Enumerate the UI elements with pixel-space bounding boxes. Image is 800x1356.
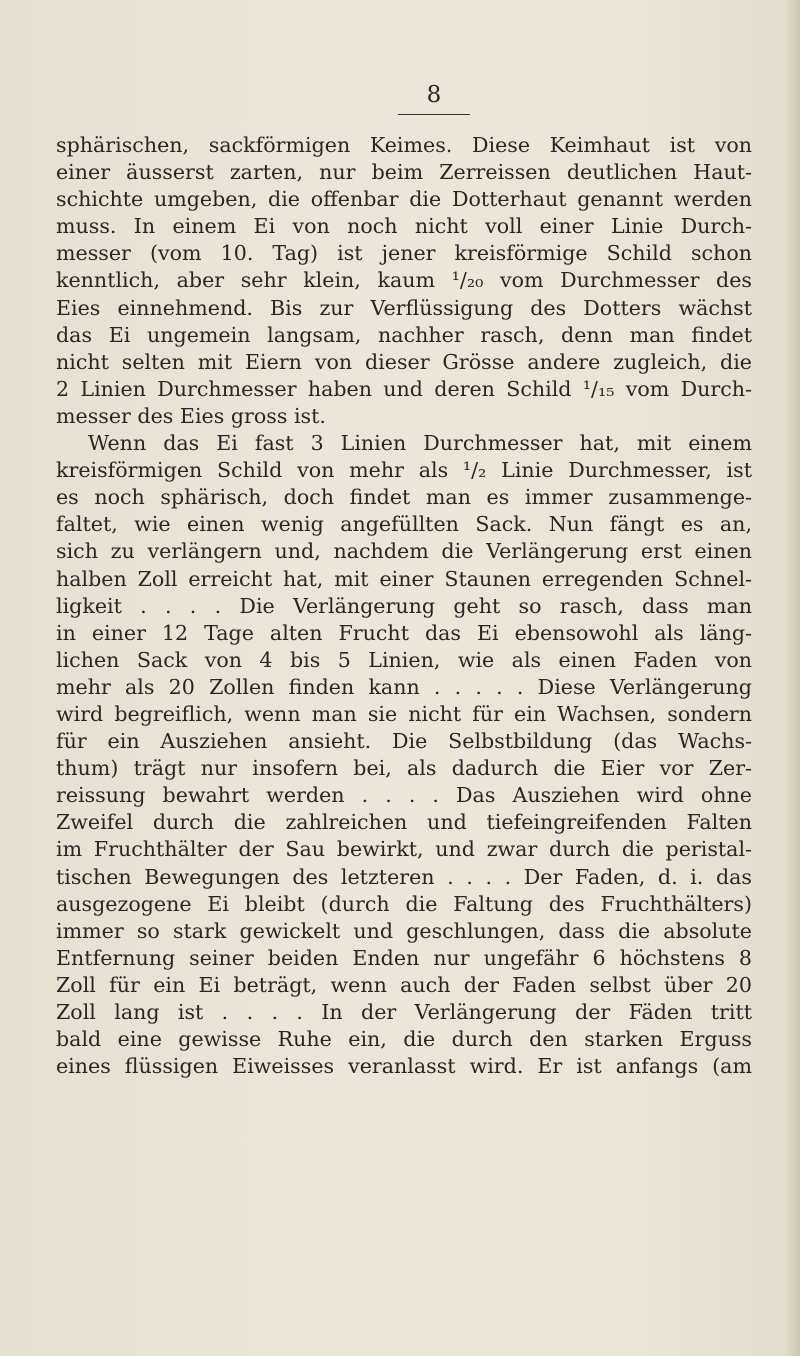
text-line: Zoll lang ist . . . . In der Verlängerung der Fäden tritt [56,1000,752,1024]
text-line: bald eine gewisse Ruhe ein, die durch den starken Erguss [56,1027,752,1052]
page-edge-shadow [786,0,800,1356]
text-line: nicht selten mit Eiern von dieser Grösse andere zugleich, die [56,349,752,374]
text-line: thum) trägt nur insofern bei, als dadurch die Eier vor Zer- [56,756,752,781]
text-line: 2 Linien Durchmesser haben und deren Schild ¹/₁₅ vom Durch- [56,376,752,401]
text-line: lichen Sack von 4 bis 5 Linien, wie als einen Faden von [56,647,752,672]
text-line: reissung bewahrt werden . . . . Das Ausziehen wird ohne [56,783,752,808]
text-line: mehr als 20 Zollen finden kann . . . . . Diese Verlängerung [56,674,752,699]
page-number: 8 [426,82,442,108]
text-line: in einer 12 Tage alten Frucht das Ei ebensowohl als läng- [56,620,752,645]
text-line: schichte umgeben, die offenbar die Dotterhaut genannt werden [56,187,752,212]
text-line: das Ei ungemein langsam, nachher rasch, denn man findet [56,322,752,347]
text-line: Zoll für ein Ei beträgt, wenn auch der Faden selbst über 20 [56,972,752,997]
text-line: messer (vom 10. Tag) ist jener kreisförmige Schild schon [56,241,752,266]
text-line: ausgezogene Ei bleibt (durch die Faltung des Fruchthälters) [56,891,752,916]
text-line: messer des Eies gross ist. [56,403,326,428]
text-line: ligkeit . . . . Die Verlängerung geht so rasch, dass man [56,593,752,618]
header-rule [398,114,470,115]
text-line: halben Zoll erreicht hat, mit einer Staunen erregenden Schnel- [56,566,752,591]
text-line: sphärischen, sackförmigen Keimes. Diese Keimhaut ist von [56,133,752,157]
text-line: für ein Ausziehen ansieht. Die Selbstbildung (das Wachs- [56,729,752,754]
text-line: immer so stark gewickelt und geschlungen, dass die absolute [56,918,752,943]
text-line: tischen Bewegungen des letzteren . . . . Der Faden, d. i. das [56,864,752,889]
text-line: Wenn das Ei fast 3 Linien Durchmesser hat, mit einem [88,431,752,456]
text-line: sich zu verlängern und, nachdem die Verlängerung erst einen [56,539,752,564]
text-line: eines flüssigen Eiweisses veranlasst wird. Er ist anfangs (am [56,1054,752,1079]
text-line: wird begreiflich, wenn man sie nicht für ein Wachsen, sondern [56,701,752,726]
text-line: Entfernung seiner beiden Enden nur ungefähr 6 höchstens 8 [56,945,752,970]
text-line: Eies einnehmend. Bis zur Verflüssigung des Dotters wächst [56,295,752,320]
text-line: im Fruchthälter der Sau bewirkt, und zwar durch die peristal- [56,837,752,862]
text-line: es noch sphärisch, doch findet man es immer zusammenge- [56,485,752,510]
text-line: einer äusserst zarten, nur beim Zerreissen deutlichen Haut- [56,160,752,185]
body-text [56,132,752,1080]
text-line: kreisförmigen Schild von mehr als ¹/₂ Linie Durchmesser, ist [56,458,752,483]
text-line: Zweifel durch die zahlreichen und tiefeingreifenden Falten [56,810,752,835]
text-line: muss. In einem Ei von noch nicht voll einer Linie Durch- [56,214,752,239]
text-line: kenntlich, aber sehr klein, kaum ¹/₂₀ vom Durchmesser des [56,268,752,293]
text-line: faltet, wie einen wenig angefüllten Sack. Nun fängt es an, [56,512,752,537]
